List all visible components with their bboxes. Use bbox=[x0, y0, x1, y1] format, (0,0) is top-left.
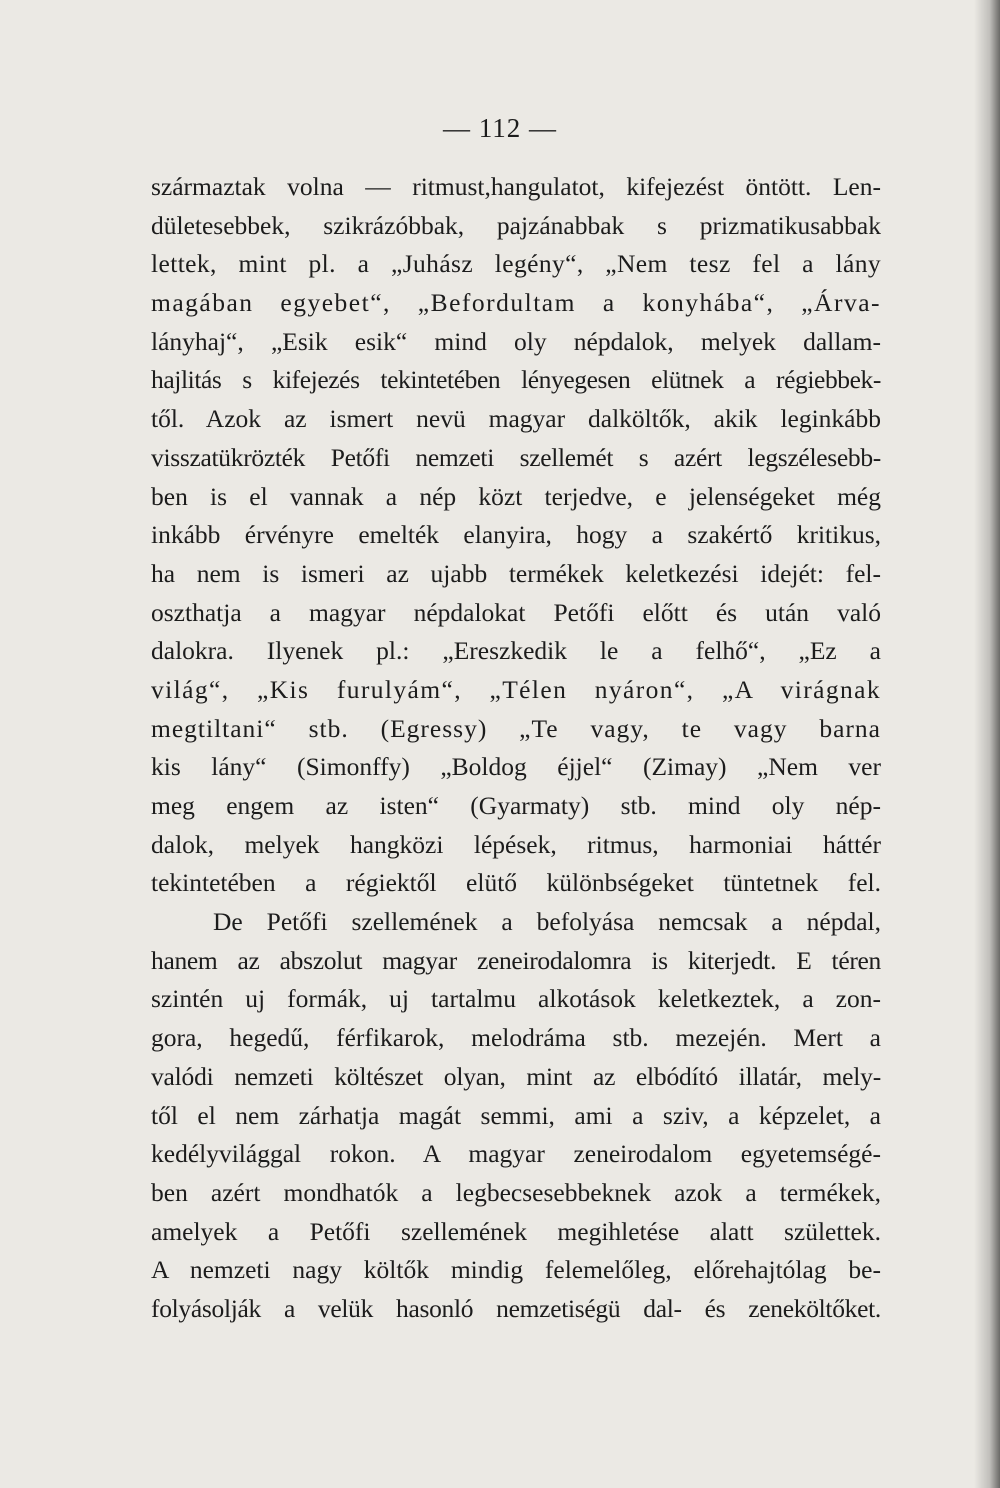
text-line: folyásolják a velük hasonló nemzetiségü dal- és zeneköltőket. bbox=[151, 1293, 881, 1323]
text-line: hanem az abszolut magyar zeneirodalomra is kiterjedt. E téren bbox=[151, 945, 881, 975]
text-line: szintén uj formák, uj tartalmu alkotások keletkeztek, a zon- bbox=[151, 984, 881, 1014]
text-line: amelyek a Petőfi szellemének megihletése alatt születtek. bbox=[151, 1216, 881, 1246]
text-line: inkább érvényre emelték elanyira, hogy a szakértő kritikus, bbox=[151, 520, 881, 550]
text-line: visszatükrözték Petőfi nemzeti szellemét s azért legszélesebb- bbox=[151, 442, 881, 472]
text-line: lányhaj“, „Esik esik“ mind oly népdalok, melyek dallam- bbox=[151, 326, 881, 356]
text-line: dalokra. Ilyenek pl.: „Ereszkedik le a felhő“, „Ez a bbox=[151, 636, 881, 666]
text-line: ha nem is ismeri az ujabb termékek keletkezési idejét: fel- bbox=[151, 558, 881, 588]
text-line: származtak volna — ritmust,hangulatot, kifejezést öntött. Len- bbox=[151, 172, 881, 201]
text-line: A nemzeti nagy költők mindig felemelőleg, előrehajtólag be- bbox=[151, 1255, 881, 1285]
text-line: gora, hegedű, férfikarok, melodráma stb. mezején. Mert a bbox=[151, 1023, 881, 1053]
text-line: valódi nemzeti költészet olyan, mint az elbódító illatár, mely- bbox=[151, 1061, 881, 1091]
page-edge-shadow bbox=[974, 0, 1000, 1488]
text-line: világ“, „Kis furulyám“, „Télen nyáron“, „A virágnak bbox=[151, 674, 881, 704]
text-line: dületesebbek, szikrázóbbak, pajzánabbak s prizmatikusabbak bbox=[151, 210, 881, 240]
text-line: megtiltani“ stb. (Egressy) „Te vagy, te vagy barna bbox=[151, 713, 881, 743]
text-line: oszthatja a magyar népdalokat Petőfi előtt és után való bbox=[151, 597, 881, 627]
text-line: De Petőfi szellemének a befolyása nemcsak a népdal, bbox=[213, 907, 881, 937]
text-line: lettek, mint pl. a „Juhász legény“, „Nem tesz fel a lány bbox=[151, 249, 881, 279]
body-text bbox=[151, 168, 881, 1329]
text-line: magában egyebet“, „Befordultam a konyhába“, „Árva- bbox=[151, 288, 881, 318]
text-line: től. Azok az ismert nevü magyar dalköltők, akik leginkább bbox=[151, 404, 881, 434]
text-line: hajlitás s kifejezés tekintetében lényegesen elütnek a régiebbek- bbox=[151, 365, 881, 395]
text-line: ben azért mondhatók a legbecsesebbeknek azok a termékek, bbox=[151, 1177, 881, 1207]
text-line: től el nem zárhatja magát semmi, ami a sziv, a képzelet, a bbox=[151, 1100, 881, 1130]
text-line: ben is el vannak a nép közt terjedve, e jelenségeket még bbox=[151, 481, 881, 511]
text-line: meg engem az isten“ (Gyarmaty) stb. mind oly nép- bbox=[151, 791, 881, 820]
text-line: tekintetében a régiektől elütő különbségeket tüntetnek fel. bbox=[151, 868, 881, 898]
page-number: — 112 — bbox=[443, 113, 557, 143]
text-line: kis lány“ (Simonffy) „Boldog éjjel“ (Zimay) „Nem ver bbox=[151, 752, 881, 782]
text-line: kedélyvilággal rokon. A magyar zeneirodalom egyetemségé- bbox=[151, 1139, 881, 1169]
text-line: dalok, melyek hangközi lépések, ritmus, harmoniai háttér bbox=[151, 829, 881, 859]
